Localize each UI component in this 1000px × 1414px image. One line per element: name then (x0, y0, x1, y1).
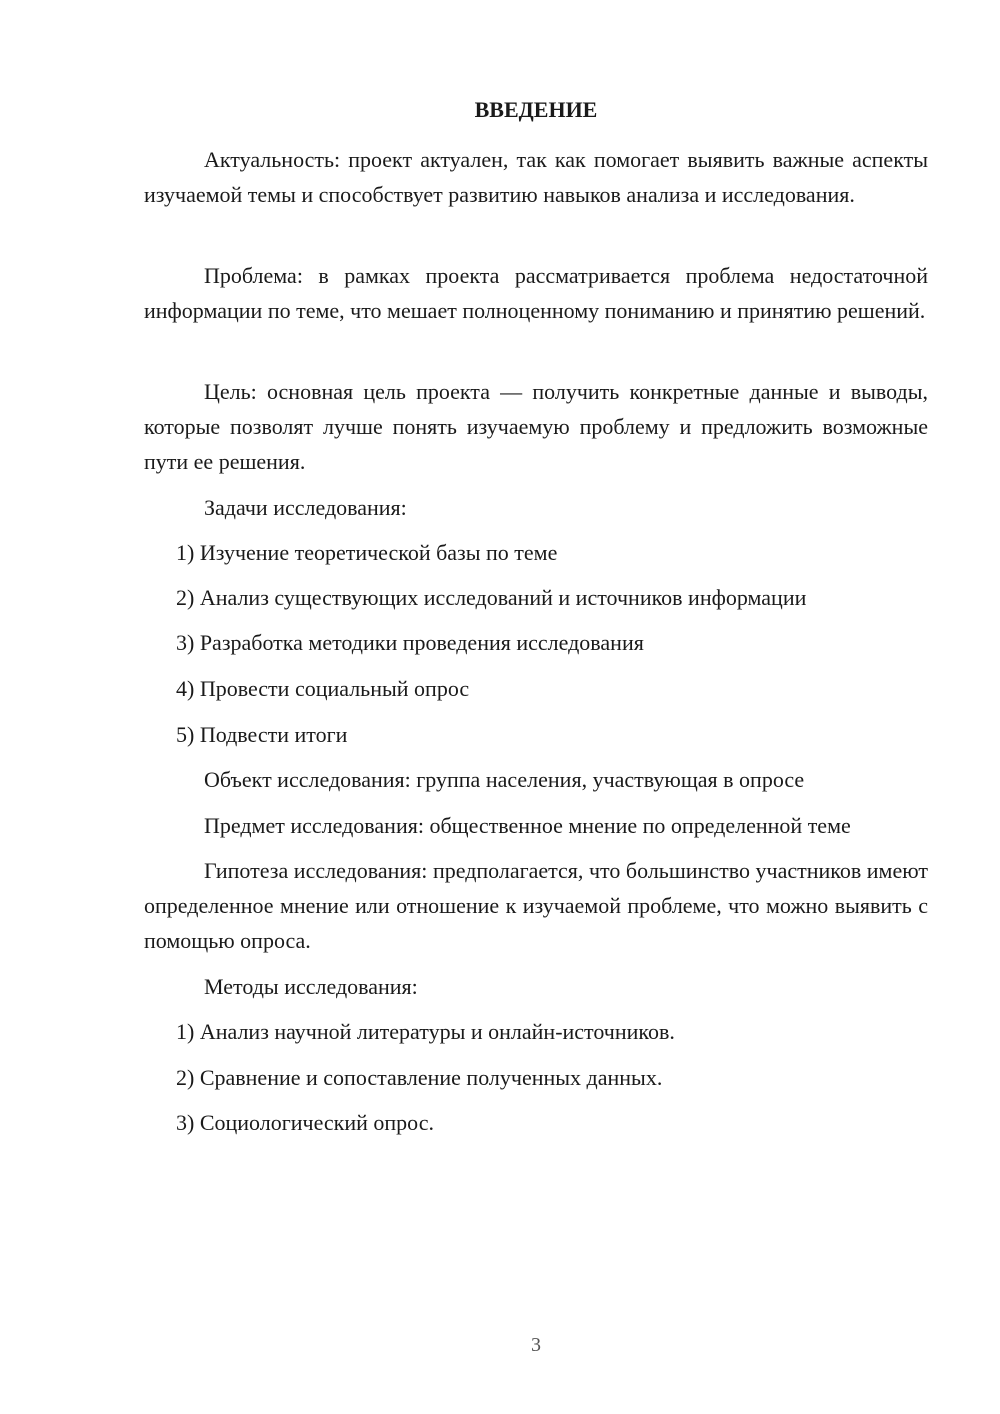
method-item: 1) Анализ научной литературы и онлайн-источников. (176, 1019, 675, 1044)
task-item: 1) Изучение теоретической базы по теме (176, 540, 558, 565)
problem-paragraph: Проблема: в рамках проекта рассматривается проблема недостаточной информации по теме, что мешает полноценному пониманию и принятию решений. (144, 263, 928, 323)
goal-paragraph: Цель: основная цель проекта — получить конкретные данные и выводы, которые позволят лучше понять изучаемую проблему и предложить возможные пути ее решения. (144, 379, 928, 474)
subject-line: Предмет исследования: общественное мнение по определенной теме (204, 813, 851, 838)
method-item: 3) Социологический опрос. (176, 1110, 434, 1135)
method-item: 2) Сравнение и сопоставление полученных данных. (176, 1065, 663, 1090)
tasks-heading: Задачи исследования: (204, 495, 407, 520)
page-title: ВВЕДЕНИЕ (474, 97, 598, 122)
object-line: Объект исследования: группа населения, участвующая в опросе (204, 767, 805, 792)
methods-heading: Методы исследования: (204, 974, 418, 999)
task-item: 5) Подвести итоги (176, 722, 348, 747)
page-number: 3 (531, 1334, 541, 1356)
task-item: 2) Анализ существующих исследований и источников информации (176, 585, 807, 610)
hypothesis-paragraph: Гипотеза исследования: предполагается, что большинство участников имеют определенное мнение или отношение к изучаемой проблеме, что можно выявить с помощью опроса. (144, 858, 928, 953)
task-item: 3) Разработка методики проведения исследования (176, 630, 644, 655)
relevance-paragraph: Актуальность: проект актуален, так как помогает выявить важные аспекты изучаемой темы и способствует развитию навыков анализа и исследования. (144, 147, 928, 207)
task-item: 4) Провести социальный опрос (176, 676, 470, 701)
